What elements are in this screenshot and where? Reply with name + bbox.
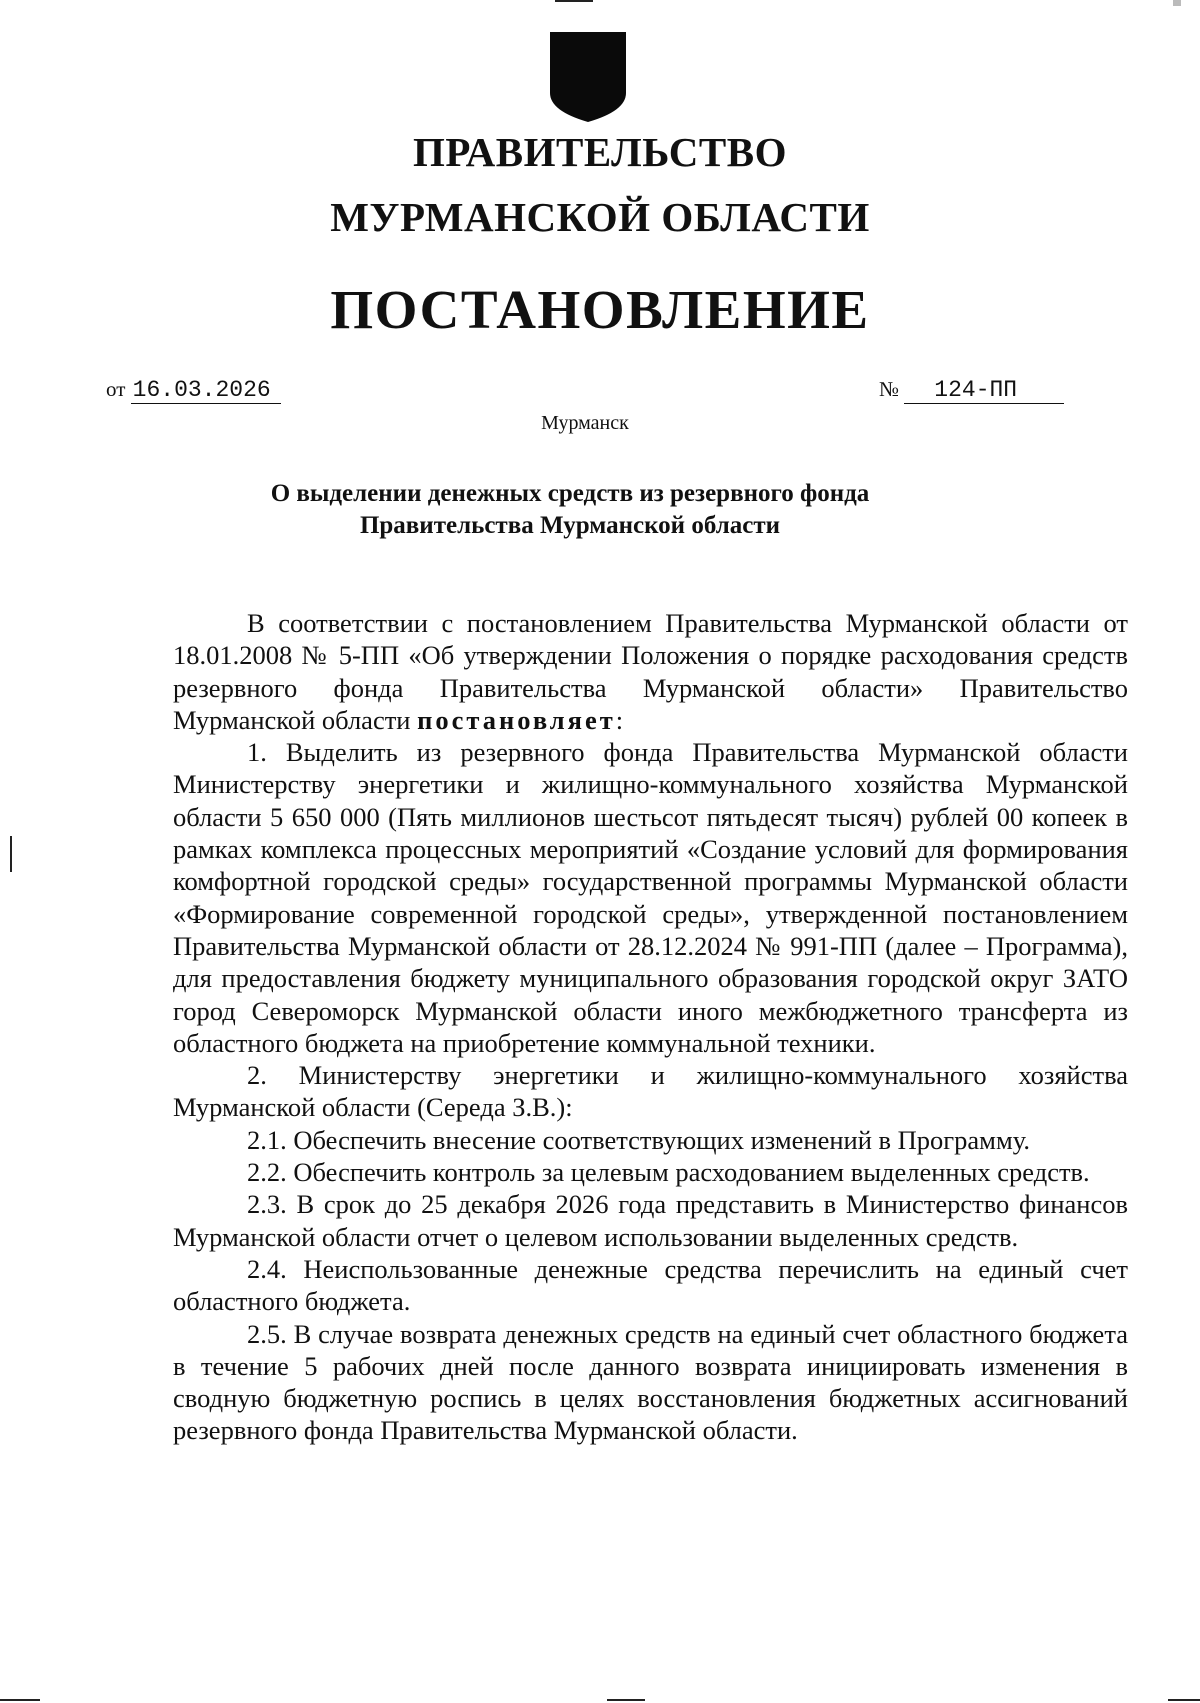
city: Мурманск [541,412,629,434]
number-value: 124-ПП [904,377,1064,404]
government-name-line2: МУРМАНСКОЙ ОБЛАСТИ [330,194,870,240]
date-prefix: от [106,377,126,401]
intro-text: В соответствии с постановлением Правительства Мурманской области от 18.01.2008 № 5-ПП «Об утверждении Положения о порядке расходования средств резервного фонда Правительства Мурманской области» Правительство Мурманской области [173,608,1128,735]
number-field [879,377,1064,404]
number-prefix: № [879,377,900,401]
scan-mark-top [555,0,593,2]
date-value: 16.03.2026 [131,377,281,404]
paragraph-2: 2. Министерству энергетики и жилищно-коммунального хозяйства Мурманской области (Середа З.В.): [173,1060,1128,1123]
paragraph-2-1: 2.1. Обеспечить внесение соответствующих изменений в Программу. [247,1124,1030,1155]
date-field [106,377,281,404]
government-name-line1: ПРАВИТЕЛЬСТВО [412,129,788,175]
scan-mark-bottom-left [0,1699,40,1701]
scan-mark-bottom-right [1168,1699,1200,1701]
paragraph-2-2: 2.2. Обеспечить контроль за целевым расходованием выделенных средств. [247,1157,1090,1188]
paragraph-2-4: 2.4. Неиспользованные денежные средства перечислить на единый счет областного бюджета. [173,1253,1128,1317]
paragraph-2-5: 2.5. В случае возврата денежных средств на единый счет областного бюджета в течение 5 рабочих дней после данного возврата инициировать изменения в сводную бюджетную роспись в целях восстановления бюджетных ассигнований резервного фонда Правительства Мурманской области. [173,1318,1128,1446]
intro-colon: : [615,704,624,735]
scan-mark-left [10,836,12,872]
paragraph-1: 1. Выделить из резервного фонда Правительства Мурманской области Министерству энергетики и жилищно-коммунального хозяйства Мурманской области 5 650 000 (Пять миллионов шестьсот пятьдесят тысяч) рублей 00 копеек в рамках комплекса процессных мероприятий «Создание условий для формирования комфортной городской среды» государственной программы Мурманской области «Формирование современной городской среды», утвержденной постановлением Правительства Мурманской области от 28.12.2024 № 991-ПП (далее – Программа), для предоставления бюджету муниципального образования городской округ ЗАТО город Североморск Мурманской области иного межбюджетного трансферта из областного бюджета на приобретение коммунальной техники. [173,737,1128,1058]
coat-of-arms-icon [549,31,627,123]
scan-mark-bottom [607,1699,645,1701]
intro-verb: постановляет [417,704,616,735]
intro-paragraph [173,607,1128,736]
scan-mark-top-right [1173,0,1181,6]
title-line1: О выделении денежных средств из резервного фонда [270,480,870,507]
document-type: ПОСТАНОВЛЕНИЕ [330,279,870,340]
document-body [173,607,1128,1447]
title-line2: Правительства Мурманской области [359,512,781,539]
document-title [200,478,940,542]
paragraph-2-3: 2.3. В срок до 25 декабря 2026 года представить в Министерство финансов Мурманской области отчет о целевом использовании выделенных средств. [173,1189,1128,1252]
